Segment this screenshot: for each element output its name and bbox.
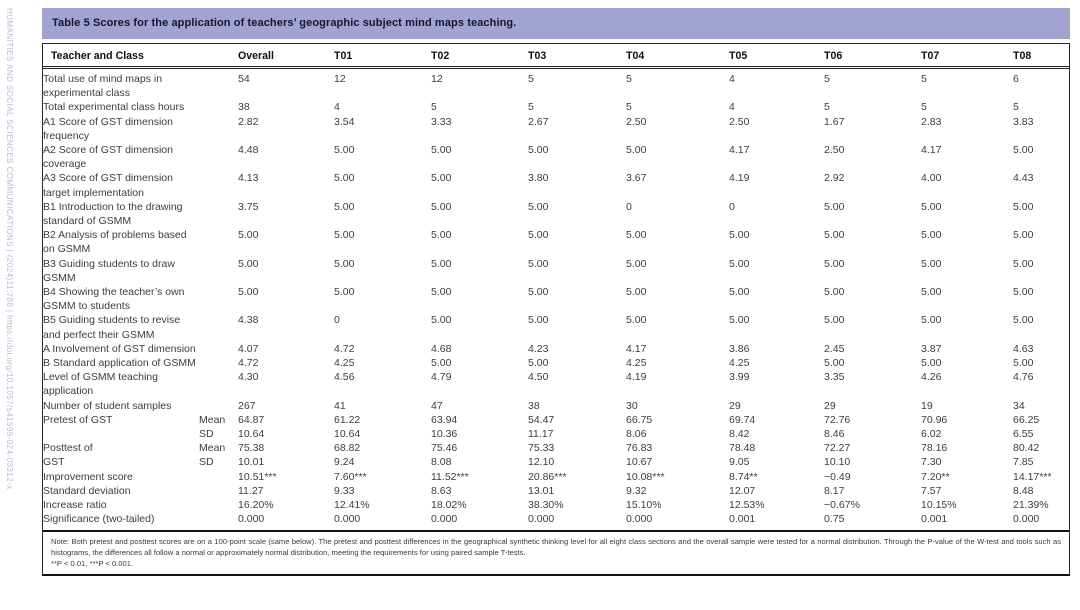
cell-value: 4.43 [1013,172,1034,185]
cell-value: 6.55 [1013,428,1034,441]
cell-value: 3.67 [626,172,647,185]
row-sublabel: Mean [199,413,226,426]
table-row [43,171,1069,199]
column-header: T07 [921,44,1013,68]
cell-value: 2.50 [729,115,750,128]
cell-value: 4.76 [1013,371,1034,384]
cell-value: 5.00 [1013,144,1034,157]
row-sublabel: Mean [199,442,226,455]
cell-value: 8.48 [1013,484,1034,497]
cell-value: −0.49 [824,470,851,483]
cell-value: 5.00 [1013,229,1034,242]
row-label: B4 Showing the teacher’s own GSMM to students [43,286,185,313]
cell-value: 4.68 [431,342,452,355]
row-label: Posttest of [43,442,93,455]
cell-value: 4.25 [626,357,647,370]
cell-value: 0.000 [626,513,653,526]
cell-value: 18.02% [431,499,467,512]
table-row [43,470,1069,484]
cell-value: 5.00 [729,286,750,299]
cell-value: 12.07 [729,484,756,497]
cell-value: 5.00 [921,286,942,299]
cell-value: 66.75 [626,413,653,426]
cell-value: 5.00 [1013,257,1034,270]
significance-note: **P < 0.01, ***P < 0.001. [51,558,134,568]
cell-value: 80.42 [1013,442,1040,455]
cell-value: 0 [729,200,735,213]
cell-value: 3.99 [729,371,750,384]
cell-value: 2.82 [238,115,259,128]
row-sublabel [199,200,238,228]
cell-value: 14.17*** [1013,470,1052,483]
row-sublabel [199,470,238,484]
cell-value: 5.00 [431,357,452,370]
column-header: T05 [729,44,824,68]
cell-value: 7.20** [921,470,950,483]
table-note [43,530,1069,574]
cell-value: 0 [334,314,340,327]
table-row [43,498,1069,512]
cell-value: 16.20% [238,499,274,512]
cell-value: 3.54 [334,115,355,128]
row-label: Total experimental class hours [43,101,185,114]
cell-value: 4.72 [238,357,259,370]
cell-value: 5.00 [431,314,452,327]
cell-value: −0.67% [824,499,860,512]
row-sublabel [199,68,238,101]
cell-value: 3.80 [528,172,549,185]
row-sublabel [199,171,238,199]
cell-value: 3.75 [238,200,259,213]
cell-value: 10.08*** [626,470,665,483]
cell-value: 76.83 [626,442,653,455]
cell-value: 10.64 [334,428,361,441]
row-label: Pretest of GST [43,413,113,426]
cell-value: 7.30 [921,456,942,469]
row-sublabel [199,512,238,529]
cell-value: 75.38 [238,442,265,455]
row-sublabel: SD [199,456,214,469]
cell-value: 6 [1013,73,1019,85]
table-row [43,115,1069,143]
cell-value: 0.75 [824,513,845,526]
cell-value: 4.17 [626,342,647,355]
cell-value: 5.00 [334,200,355,213]
cell-value: 4.72 [334,342,355,355]
cell-value: 38 [528,399,540,412]
cell-value: 2.50 [824,144,845,157]
cell-value: 5 [626,101,632,114]
cell-value: 5.00 [729,229,750,242]
cell-value: 4.26 [921,371,942,384]
cell-value: 267 [238,399,256,412]
cell-value: 4.63 [1013,342,1034,355]
table-row [43,413,1069,427]
cell-value: 10.15% [921,499,957,512]
row-label: B5 Guiding students to revise and perfect their GSMM [43,314,181,341]
cell-value: 8.63 [431,484,452,497]
cell-value: 5.00 [238,229,259,242]
cell-value: 4.38 [238,314,259,327]
cell-value: 2.83 [921,115,942,128]
row-sublabel [199,370,238,398]
cell-value: 61.22 [334,413,361,426]
column-header: T03 [528,44,626,68]
cell-value: 2.50 [626,115,647,128]
cell-value: 5.00 [626,314,647,327]
cell-value: 6.02 [921,428,942,441]
cell-value: 5.00 [626,257,647,270]
row-sublabel [199,143,238,171]
cell-value: 75.46 [431,442,458,455]
cell-value: 78.16 [921,442,948,455]
cell-value: 3.35 [824,371,845,384]
scores-table [43,44,1069,530]
cell-value: 4.30 [238,371,259,384]
cell-value: 5.00 [334,229,355,242]
row-sublabel: SD [199,428,214,441]
row-label: Level of GSMM teaching application [43,371,158,398]
cell-value: 54.47 [528,413,555,426]
cell-value: 64.87 [238,413,265,426]
cell-value: 5.00 [626,286,647,299]
cell-value: 10.51*** [238,470,277,483]
cell-value: 7.85 [1013,456,1034,469]
cell-value: 2.45 [824,342,845,355]
row-label: Total use of mind maps in experimental class [43,73,163,100]
cell-value: 38.30% [528,499,564,512]
cell-value: 9.24 [334,456,355,469]
table-row [43,68,1069,101]
row-sublabel [199,342,238,356]
cell-value: 5.00 [921,229,942,242]
cell-value: 10.36 [431,428,458,441]
table-row [43,285,1069,313]
cell-value: 4.17 [921,144,942,157]
cell-value: 66.25 [1013,413,1040,426]
cell-value: 20.86*** [528,470,567,483]
row-label: A Involvement of GST dimension [43,342,196,355]
cell-value: 1.67 [824,115,845,128]
note-text: Note: Both pretest and posttest scores are on a 100-point scale (same below). The pretest and posttest differences in the geographical synthetic thinking level for all eight class sections and the overall sample were tested for a normal distribution. Through the P-value of the W-test and tools such as histograms, the differences all follow a normal or approximately normal distribution, meeting the requirements for using paired sample T-tests. [51,536,1061,557]
row-sublabel [199,313,238,341]
cell-value: 5.00 [334,144,355,157]
cell-value: 5.00 [431,286,452,299]
cell-value: 4.00 [921,172,942,185]
cell-value: 12.10 [528,456,555,469]
row-sublabel [199,498,238,512]
cell-value: 5.00 [921,257,942,270]
table-row [43,313,1069,341]
cell-value: 0.000 [528,513,555,526]
cell-value: 5.00 [528,357,549,370]
table-row [43,441,1069,455]
cell-value: 4.48 [238,144,259,157]
table-row [43,228,1069,256]
column-header: T06 [824,44,921,68]
row-sublabel [199,399,238,413]
cell-value: 3.33 [431,115,452,128]
cell-value: 8.46 [824,428,845,441]
cell-value: 13.01 [528,484,555,497]
cell-value: 0.000 [431,513,458,526]
cell-value: 8.42 [729,428,750,441]
row-label: Number of student samples [43,399,172,412]
cell-value: 5.00 [729,314,750,327]
cell-value: 5.00 [334,257,355,270]
cell-value: 5.00 [824,200,845,213]
cell-value: 29 [729,399,741,412]
cell-value: 5.00 [528,257,549,270]
cell-value: 5.00 [431,144,452,157]
column-header-teacher-and-class: Teacher and Class [43,44,238,68]
cell-value: 5.00 [431,257,452,270]
cell-value: 4.56 [334,371,355,384]
cell-value: 9.32 [626,484,647,497]
cell-value: 5.00 [528,144,549,157]
cell-value: 5 [1013,101,1019,114]
cell-value: 5.00 [921,314,942,327]
row-sublabel [199,484,238,498]
column-header: T02 [431,44,528,68]
table-row [43,484,1069,498]
cell-value: 4.79 [431,371,452,384]
cell-value: 15.10% [626,499,662,512]
column-header: Overall [238,44,334,68]
cell-value: 5.00 [238,286,259,299]
cell-value: 5.00 [824,286,845,299]
cell-value: 38 [238,101,250,114]
row-sublabel [199,356,238,370]
cell-value: 5.00 [824,357,845,370]
cell-value: 8.74** [729,470,758,483]
cell-value: 0 [626,200,632,213]
table-row [43,200,1069,228]
cell-value: 0.001 [729,513,756,526]
cell-value: 4.19 [729,172,750,185]
cell-value: 10.64 [238,428,265,441]
cell-value: 5 [921,73,927,85]
table-row [43,512,1069,529]
cell-value: 5 [528,101,534,114]
cell-value: 11.27 [238,484,264,497]
row-label: A1 Score of GST dimension frequency [43,115,173,142]
cell-value: 8.17 [824,484,845,497]
row-label: Improvement score [43,470,133,483]
cell-value: 12 [431,73,443,85]
cell-value: 4.19 [626,371,647,384]
cell-value: 5.00 [528,286,549,299]
row-sublabel [199,115,238,143]
cell-value: 5.00 [824,229,845,242]
cell-value: 12 [334,73,346,85]
cell-value: 69.74 [729,413,756,426]
table-row [43,427,1069,441]
cell-value: 10.01 [238,456,265,469]
cell-value: 5.00 [431,172,452,185]
cell-value: 5.00 [334,286,355,299]
table-row [43,356,1069,370]
cell-value: 5.00 [431,229,452,242]
table-frame [42,43,1070,576]
cell-value: 9.33 [334,484,355,497]
cell-value: 47 [431,399,443,412]
cell-value: 41 [334,399,346,412]
cell-value: 78.48 [729,442,756,455]
cell-value: 2.92 [824,172,845,185]
cell-value: 5.00 [528,229,549,242]
cell-value: 5 [824,101,830,114]
row-label: Increase ratio [43,499,107,512]
cell-value: 63.94 [431,413,458,426]
cell-value: 11.17 [528,428,554,441]
table-header-row [43,44,1069,68]
cell-value: 30 [626,399,638,412]
row-sublabel [199,228,238,256]
column-header: T08 [1013,44,1069,68]
cell-value: 9.05 [729,456,750,469]
row-label: B Standard application of GSMM [43,357,196,370]
cell-value: 19 [921,399,933,412]
cell-value: 4 [729,73,735,85]
table-row [43,100,1069,114]
cell-value: 4.23 [528,342,549,355]
journal-citation-sidebar: HUMANITIES AND SOCIAL SCIENCES COMMUNICATIONS | (2024)11:788 | https://doi.org/10.1057/s41599-024-03312-x [5,8,14,490]
cell-value: 68.82 [334,442,361,455]
cell-value: 12.53% [729,499,765,512]
cell-value: 75.33 [528,442,555,455]
cell-value: 5.00 [824,314,845,327]
cell-value: 29 [824,399,836,412]
table-row [43,143,1069,171]
row-label: B2 Analysis of problems based on GSMM [43,229,187,256]
cell-value: 5.00 [334,172,355,185]
cell-value: 4.13 [238,172,259,185]
row-label: Significance (two-tailed) [43,513,155,526]
cell-value: 0.000 [334,513,361,526]
cell-value: 54 [238,73,250,85]
cell-value: 4.17 [729,144,750,157]
table-row [43,455,1069,469]
row-label: A2 Score of GST dimension coverage [43,144,173,171]
row-label: Standard deviation [43,484,131,497]
row-label: A3 Score of GST dimension target implementation [43,172,173,199]
cell-value: 5.00 [1013,286,1034,299]
cell-value: 5.00 [921,200,942,213]
cell-value: 5.00 [1013,357,1034,370]
cell-value: 34 [1013,399,1025,412]
table-title: Table 5 Scores for the application of teachers’ geographic subject mind maps teaching. [42,8,1070,39]
row-label: B1 Introduction to the drawing standard of GSMM [43,200,183,228]
row-sublabel [199,257,238,285]
cell-value: 12.41% [334,499,370,512]
cell-value: 5 [431,101,437,114]
cell-value: 8.06 [626,428,647,441]
cell-value: 0.001 [921,513,948,526]
cell-value: 5 [824,73,830,85]
cell-value: 2.67 [528,115,549,128]
cell-value: 0.000 [238,513,265,526]
table-row [43,370,1069,398]
row-label [43,427,199,441]
cell-value: 4 [334,101,340,114]
cell-value: 5 [921,101,927,114]
cell-value: 5.00 [431,200,452,213]
cell-value: 7.57 [921,484,942,497]
cell-value: 3.86 [729,342,750,355]
cell-value: 4.25 [729,357,750,370]
cell-value: 5.00 [626,229,647,242]
row-label: B3 Guiding students to draw GSMM [43,257,175,284]
cell-value: 72.76 [824,413,851,426]
cell-value: 7.60*** [334,470,367,483]
cell-value: 3.83 [1013,115,1034,128]
cell-value: 11.52*** [431,470,469,483]
cell-value: 5 [528,73,534,85]
cell-value: 5 [626,73,632,85]
table-row [43,257,1069,285]
cell-value: 0.000 [1013,513,1040,526]
cell-value: 5.00 [528,200,549,213]
cell-value: 21.39% [1013,499,1049,512]
cell-value: 4 [729,101,735,114]
cell-value: 4.50 [528,371,549,384]
cell-value: 72.27 [824,442,851,455]
row-sublabel [199,100,238,114]
cell-value: 5.00 [729,257,750,270]
cell-value: 5.00 [824,257,845,270]
cell-value: 10.67 [626,456,653,469]
cell-value: 5.00 [1013,314,1034,327]
row-label: GST [43,456,65,469]
cell-value: 5.00 [1013,200,1034,213]
column-header: T04 [626,44,729,68]
cell-value: 5.00 [626,144,647,157]
table-row [43,342,1069,356]
cell-value: 3.87 [921,342,942,355]
cell-value: 70.96 [921,413,948,426]
table5-container [42,8,1070,576]
column-header: T01 [334,44,431,68]
cell-value: 4.25 [334,357,355,370]
row-sublabel [199,285,238,313]
table-row [43,399,1069,413]
cell-value: 4.07 [238,342,259,355]
cell-value: 10.10 [824,456,851,469]
cell-value: 5.00 [921,357,942,370]
cell-value: 5.00 [238,257,259,270]
cell-value: 8.08 [431,456,452,469]
cell-value: 5.00 [528,314,549,327]
